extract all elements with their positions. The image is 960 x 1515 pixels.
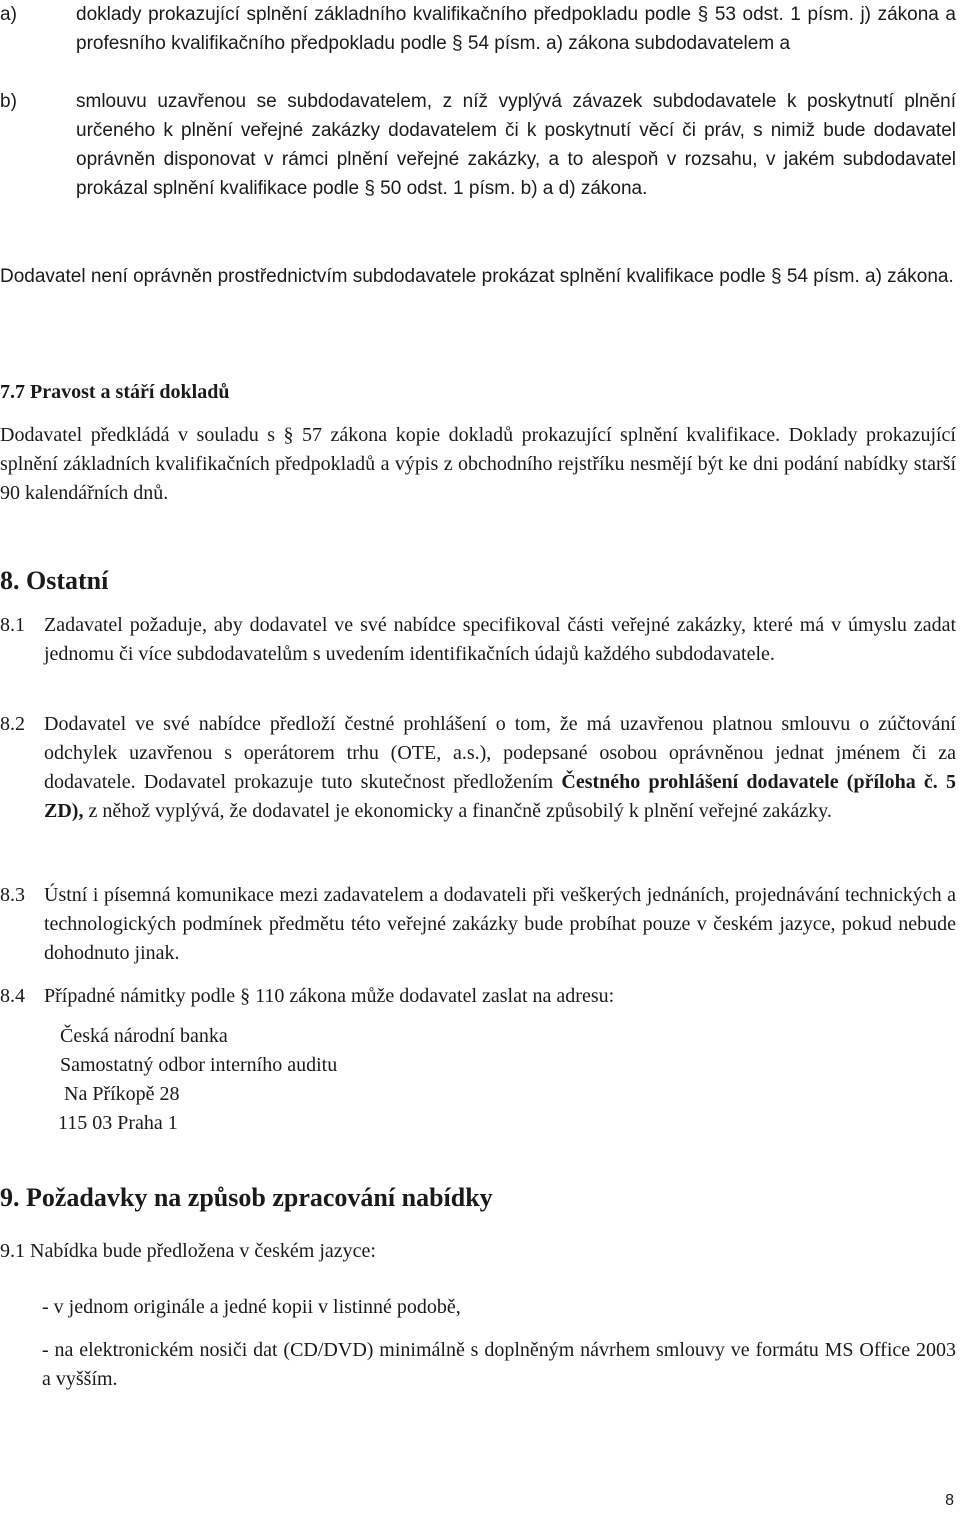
address-line: Samostatný odbor interního auditu: [60, 1054, 338, 1076]
page-number: 8: [945, 1492, 954, 1509]
list-label: a): [0, 4, 17, 25]
item-number: 8.2: [0, 713, 25, 735]
item-text-before: Dodavatel ve své nabídce předloží čestné prohlášení o tom, že má uzavřenou platnou smlouvu o zúčtování odchylek uzavřenou s operátorem trhu (OTE, a.s.), podepsané osobou oprávněnou jednat jménem či za dodavatele. Dodavatel prokazuje tuto skutečnost předložením: [44, 713, 956, 793]
item-text: Případné námitky podle § 110 zákona může dodavatel zaslat na adresu:: [44, 985, 615, 1007]
paragraph-9-1: 9.1 Nabídka bude předložena v českém jazyce:: [0, 1240, 376, 1262]
item-text-bold: Čestného prohlášení dodavatele (příloha č. 5 ZD),: [44, 771, 956, 822]
item-text: Zadavatel požaduje, aby dodavatel ve své nabídce specifikoval části veřejné zakázky, které má v úmyslu zadat jednomu či více subdodavatelům s uvedením identifikačních údajů každého subdodavatele.: [44, 614, 956, 665]
paragraph-7-7: Dodavatel předkládá v souladu s § 57 zákona kopie dokladů prokazující splnění kvalifikace. Doklady prokazující splnění základních kvalifikačních předpokladů a výpis z obchodního rejstříku nesmějí být ke dni podání nabídky starší 90 kalendářních dnů.: [0, 424, 956, 504]
list-text: smlouvu uzavřenou se subdodavatelem, z níž vyplývá závazek subdodavatele k poskytnutí plnění určeného k plnění veřejné zakázky dodavatelem či k poskytnutí věcí či práv, s nimiž bude dodavatel oprávněn disponovat v rámci plnění veřejné zakázky, a to alespoň v rozsahu, v jakém subdodavatel prokázal splnění kvalifikace podle § 50 odst. 1 písm. b) a d) zákona.: [76, 91, 956, 199]
list-text: doklady prokazující splnění základního kvalifikačního předpokladu podle § 53 odst. 1 písm. j) zákona a profesního kvalifikačního předpokladu podle § 54 písm. a) zákona subdodavatelem a: [76, 4, 956, 54]
bullet-item: - v jednom originále a jedné kopii v listinné podobě,: [42, 1296, 461, 1318]
address-line: Na Příkopě 28: [64, 1083, 180, 1105]
bullet-item: - na elektronickém nosiči dat (CD/DVD) minimálně s doplněným návrhem smlouvy ve formátu MS Office 2003 a vyšším.: [42, 1339, 956, 1390]
item-text: [44, 710, 956, 826]
list-label: b): [0, 91, 17, 112]
section-heading-8: 8. Ostatní: [0, 566, 109, 595]
item-text-after: z něhož vyplývá, že dodavatel je ekonomicky a finančně způsobilý k plnění veřejné zakázky.: [83, 800, 832, 822]
paragraph-subdodavatel: Dodavatel není oprávněn prostřednictvím subdodavatele prokázat splnění kvalifikace podle § 54 písm. a) zákona.: [0, 266, 954, 287]
section-heading-9: 9. Požadavky na způsob zpracování nabídky: [0, 1183, 493, 1212]
item-text: Ústní i písemná komunikace mezi zadavatelem a dodavateli při veškerých jednáních, projednávání technických a technologických podmínek předmětu této veřejné zakázky bude probíhat pouze v českém jazyce, pokud nebude dohodnuto jinak.: [44, 884, 956, 964]
address-line: Česká národní banka: [60, 1025, 228, 1047]
item-number: 8.3: [0, 884, 25, 906]
item-number: 8.4: [0, 985, 25, 1007]
section-heading-7-7: 7.7 Pravost a stáří dokladů: [0, 381, 230, 403]
address-line: 115 03 Praha 1: [58, 1112, 178, 1134]
item-number: 8.1: [0, 614, 25, 636]
